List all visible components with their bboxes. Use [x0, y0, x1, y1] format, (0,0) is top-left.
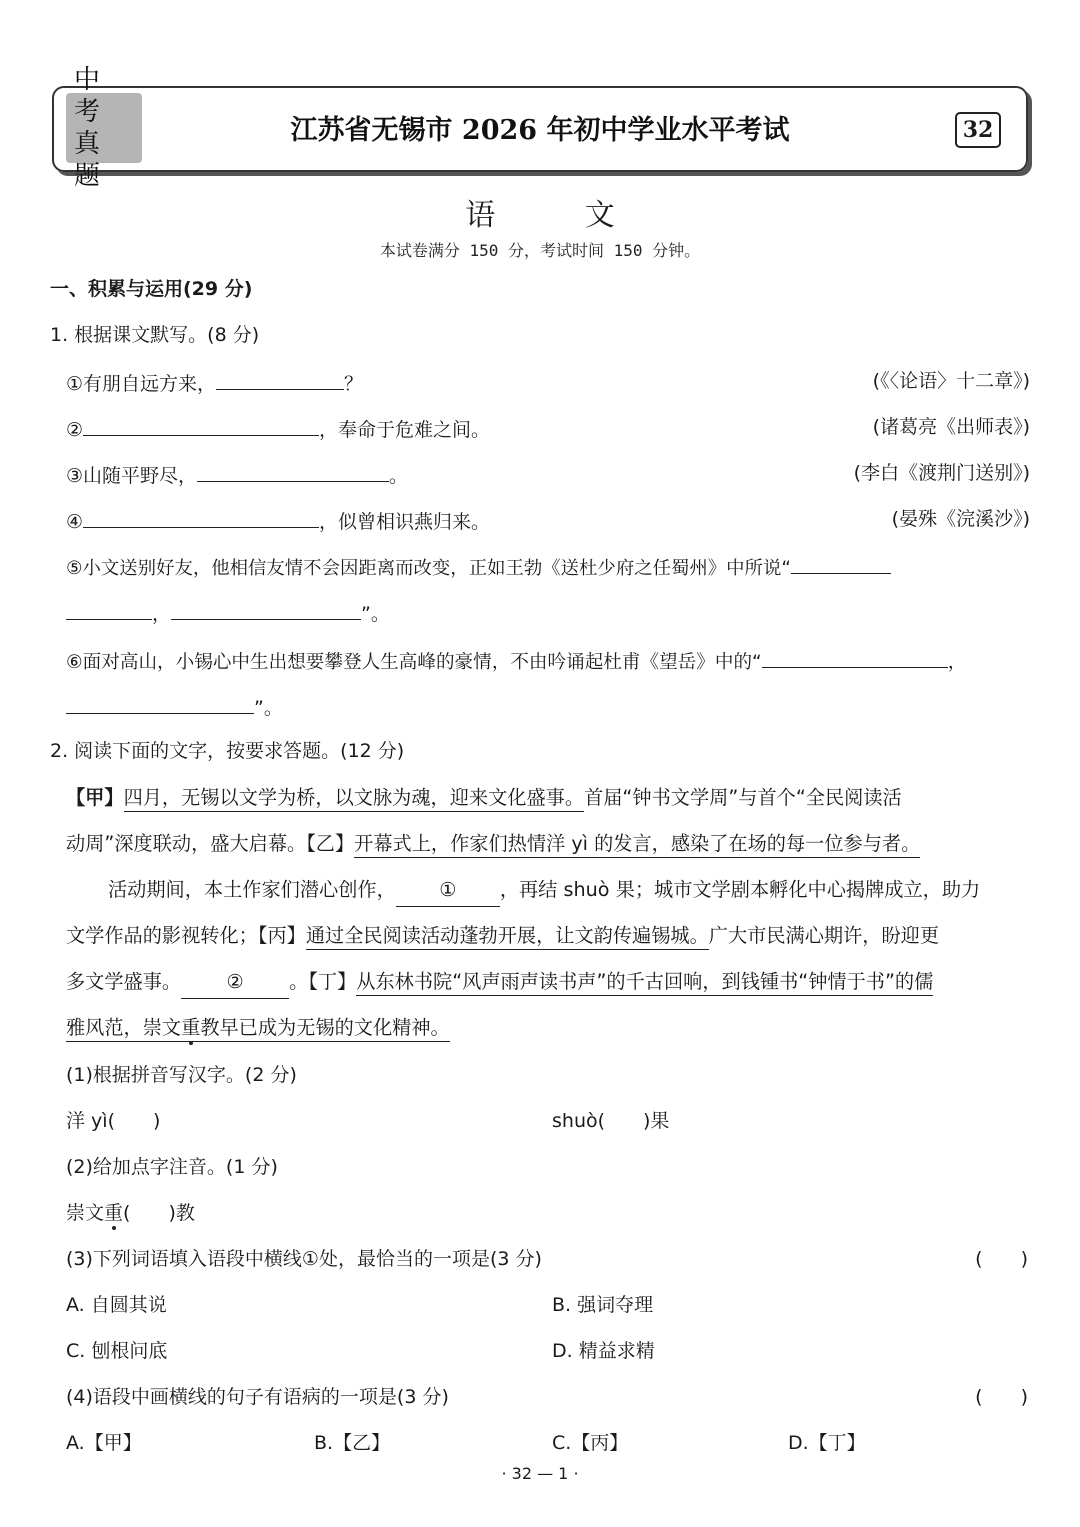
q2-sub2-stem: (2)给加点字注音。(1 分) — [66, 1156, 278, 1178]
q1-item-5-line-2 — [66, 597, 390, 628]
comma: ， — [947, 652, 967, 673]
q1-item-1-text: ①有朋自远方来， — [66, 373, 217, 395]
q1-item-5-line-1 — [66, 551, 891, 583]
q1-item-4-text: ，似曾相识燕归来。 — [319, 511, 491, 533]
option-c[interactable]: C.【丙】 — [552, 1432, 629, 1454]
q1-item-4 — [66, 505, 490, 536]
q2-sub1-answer-b[interactable]: shuò( )果 — [552, 1110, 670, 1132]
underlined-sentence-bing: 通过全民阅读活动蓬勃开展，让文韵传遍锡城。 — [306, 924, 709, 950]
answer-blank[interactable] — [216, 367, 344, 390]
exam-badge — [66, 65, 142, 191]
q1-item-5-text: ⑤小文送别好友，他相信友情不会因距离而改变，正如王勃《送杜少府之任蜀州》中所说“ — [66, 558, 791, 579]
answer-blank[interactable] — [83, 413, 319, 436]
q2-passage-line-2 — [66, 830, 920, 858]
option-d[interactable]: D.【丁】 — [788, 1432, 866, 1454]
label-jia: 【甲】 — [66, 786, 124, 809]
q1-item-2-source: (诸葛亮《出师表》) — [872, 416, 1030, 438]
comma: ， — [152, 603, 172, 625]
q1-item-1-end: ？ — [344, 373, 364, 395]
exam-number: 32 — [955, 112, 1001, 148]
passage-text: 教早已成为无锡的文化精神。 — [200, 1016, 450, 1039]
underlined-sentence-ding-end — [66, 1016, 450, 1042]
answer-blank[interactable] — [171, 597, 361, 620]
dotted-char: 重 — [104, 1202, 124, 1224]
answer-blank[interactable] — [197, 459, 389, 482]
section-heading: 一、积累与运用(29 分) — [50, 278, 253, 300]
answer-blank[interactable] — [66, 691, 254, 714]
dotted-char: 重 — [181, 1016, 201, 1039]
q1-item-3-end: 。 — [389, 465, 409, 487]
word-text: 崇文 — [66, 1202, 105, 1224]
q2-sub3-stem: (3)下列词语填入语段中横线①处，最恰当的一项是(3 分) — [66, 1248, 542, 1270]
q2-stem: 2. 阅读下面的文字，按要求答题。(12 分) — [50, 740, 405, 762]
blank-1[interactable]: ① — [396, 876, 500, 907]
answer-blank[interactable] — [762, 645, 948, 668]
answer-bracket[interactable]: ( ) — [975, 1386, 1028, 1408]
q1-item-1-source: (《〈论语〉十二章》) — [872, 370, 1030, 392]
exam-subtitle: 本试卷满分 150 分，考试时间 150 分钟。 — [379, 241, 701, 260]
label-ding: 。【丁】 — [289, 970, 357, 993]
passage-text: 广大市民满心期许，盼迎更 — [708, 924, 940, 947]
q1-item-3 — [66, 459, 408, 490]
answer-bracket[interactable]: ( ) — [975, 1248, 1028, 1270]
q2-sub2-answer[interactable] — [66, 1199, 195, 1227]
answer-blank[interactable] — [83, 505, 319, 528]
quote-end: ”。 — [361, 603, 390, 625]
underlined-sentence-ding: 从东林书院“风声雨声读书声”的千古回响，到钱锺书“钟情于书”的儒 — [356, 970, 933, 996]
q1-item-2-text: ，奉命于危难之间。 — [319, 419, 491, 441]
q1-item-2-num: ② — [66, 419, 84, 441]
q1-item-6-line-2 — [66, 691, 283, 722]
q1-item-4-source: (晏殊《浣溪沙》) — [891, 508, 1030, 530]
passage-text: 动周”深度联动，盛大启幕。【乙】 — [66, 832, 355, 855]
q2-passage-line-4 — [66, 922, 939, 950]
q1-item-6-text: ⑥面对高山，小锡心中生出想要攀登人生高峰的豪情，不由吟诵起杜甫《望岳》中的“ — [66, 652, 762, 673]
option-a[interactable]: A.【甲】 — [66, 1432, 142, 1454]
passage-text: 首届“钟书文学周”与首个“全民阅读活 — [584, 786, 902, 809]
blank-2[interactable]: ② — [181, 968, 289, 999]
q2-sub1-answer-a[interactable]: 洋 yì( ) — [66, 1110, 161, 1132]
underlined-sentence-jia: 四月，无锡以文学为桥，以文脉为魂，迎来文化盛事。 — [124, 786, 585, 812]
option-b[interactable]: B. 强词夺理 — [552, 1294, 654, 1316]
q1-item-6-line-1 — [66, 645, 966, 677]
q1-item-3-text: ③山随平野尽， — [66, 465, 198, 487]
quote-end: ”。 — [254, 697, 283, 719]
badge-line-1: 中 考 — [74, 65, 109, 127]
q2-sub1-stem: (1)根据拼音写汉字。(2 分) — [66, 1064, 297, 1086]
subject-title: 语 文 — [465, 198, 655, 233]
passage-text: 多文学盛事。 — [66, 970, 182, 993]
underlined-sentence-yi: 开幕式上，作家们热情洋 yì 的发言，感染了在场的每一位参与者。 — [354, 832, 920, 858]
q2-passage-line-6 — [66, 1014, 450, 1042]
badge-line-2: 真 题 — [74, 129, 109, 191]
passage-text: 文学作品的影视转化；【丙】 — [66, 924, 306, 947]
q1-item-4-num: ④ — [66, 511, 84, 533]
q1-item-1 — [66, 367, 363, 398]
page-footer: · 32 — 1 · — [501, 1464, 579, 1483]
q1-item-3-source: (李白《渡荆门送别》) — [853, 462, 1030, 484]
option-d[interactable]: D. 精益求精 — [552, 1340, 655, 1362]
answer-blank[interactable] — [791, 551, 891, 574]
passage-text: ，再结 shuò 果；城市文学剧本孵化中心揭牌成立，助力 — [499, 878, 981, 901]
option-a[interactable]: A. 自圆其说 — [66, 1294, 167, 1316]
q2-passage-line-1 — [66, 784, 902, 812]
answer-blank[interactable] — [66, 597, 152, 620]
word-text: ( )教 — [123, 1202, 195, 1224]
q2-passage-line-3 — [108, 876, 980, 907]
passage-text: 活动期间，本土作家们潜心创作， — [108, 878, 396, 901]
passage-text: 雅风范，崇文 — [66, 1016, 182, 1039]
option-c[interactable]: C. 刨根问底 — [66, 1340, 168, 1362]
q2-sub4-stem: (4)语段中画横线的句子有语病的一项是(3 分) — [66, 1386, 449, 1408]
exam-title: 江苏省无锡市 2026 年初中学业水平考试 — [290, 115, 790, 146]
q2-passage-line-5 — [66, 968, 933, 999]
q1-stem: 1. 根据课文默写。(8 分) — [50, 324, 260, 346]
option-b[interactable]: B.【乙】 — [314, 1432, 391, 1454]
q1-item-2 — [66, 413, 490, 444]
